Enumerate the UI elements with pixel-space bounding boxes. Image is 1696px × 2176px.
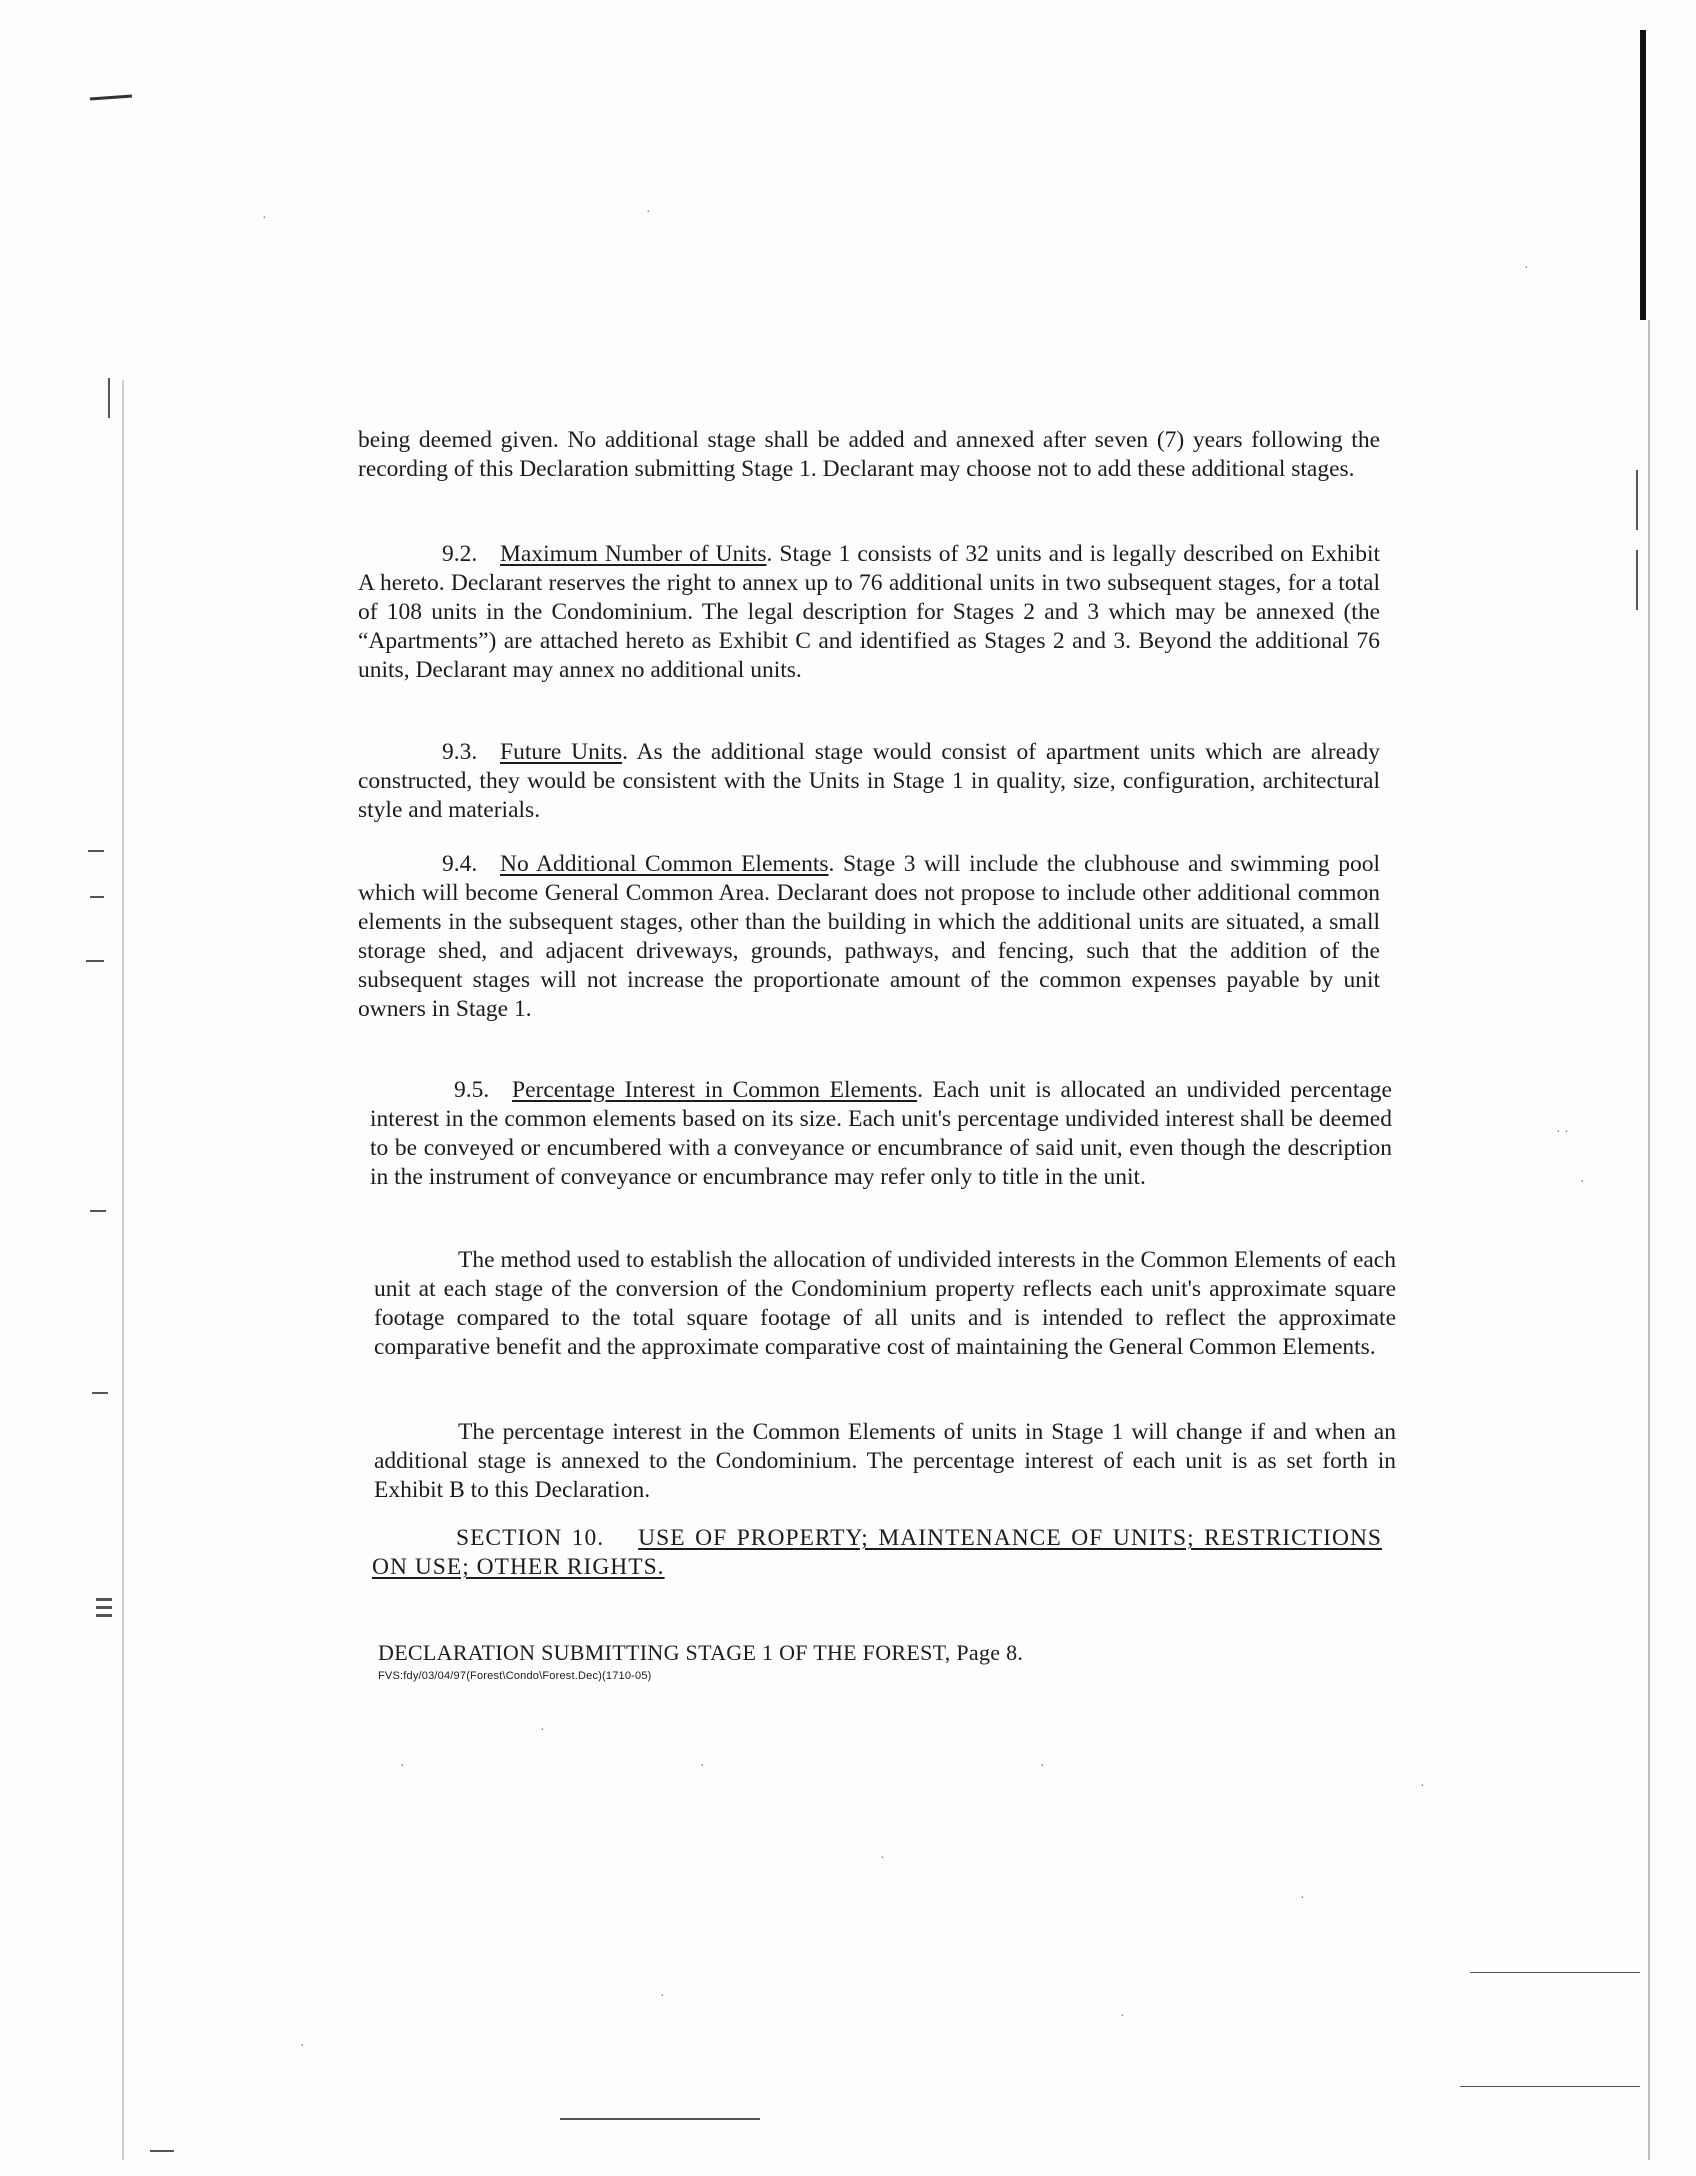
paragraph-text: . Stage 1 consists of 32 units and is legally described on Exhibit A hereto. Declarant reserves the right to annex up to 76 additional units in two subsequent stages, for a total of 108 units in the Condominium. The legal description for Stages 2 and 3 which may be annexed (the “Apartments”) are attached hereto as Exhibit C and identified as Stages 2 and 3. Beyond the additional 76 units, Declarant may annex no additional units. bbox=[358, 541, 1381, 683]
paragraph-text: . Each unit is allocated an undivided percentage interest in the common elements based on its size. Each unit's percentage undivided interest shall be deemed to be conveyed or encumbered with a conveyance or encumbrance of said unit, even though the description in the instrument of conveyance or encumbrance may refer only to title in the unit. bbox=[370, 1077, 1392, 1190]
paragraph-body bbox=[370, 1076, 1392, 1192]
paragraph-body bbox=[358, 738, 1380, 825]
paragraph-body bbox=[358, 540, 1380, 685]
paragraph-text: . As the additional stage would consist of apartment units which are already constructed, they would be consistent with the Units in Stage 1 in quality, size, configuration, architectural style and materials. bbox=[358, 739, 1380, 823]
scan-speck: · bbox=[1300, 1891, 1305, 1906]
section-10-heading bbox=[372, 1524, 1382, 1582]
scan-tick bbox=[96, 1606, 112, 1609]
paragraph-9-2 bbox=[358, 540, 1380, 685]
paragraph-body bbox=[374, 1246, 1396, 1362]
paragraph-9-3 bbox=[358, 738, 1380, 825]
section-number: 9.2. bbox=[442, 541, 478, 567]
scan-line bbox=[1470, 1972, 1640, 1973]
paragraph-heading: Future Units bbox=[500, 739, 623, 765]
section-number: 9.4. bbox=[442, 851, 478, 877]
scan-edge-left bbox=[122, 380, 124, 2160]
scan-speck: · · bbox=[1556, 1125, 1569, 1140]
paragraph-percentage bbox=[374, 1418, 1396, 1505]
scan-tick bbox=[86, 960, 104, 962]
scan-mark bbox=[90, 95, 132, 101]
paragraph-heading: Maximum Number of Units bbox=[500, 541, 767, 567]
paragraph-heading: Percentage Interest in Common Elements bbox=[512, 1077, 918, 1103]
scan-tick bbox=[88, 850, 104, 852]
scan-speck: · bbox=[880, 1851, 885, 1866]
scan-tick bbox=[96, 1614, 112, 1617]
scan-edge-right bbox=[1648, 320, 1650, 2160]
page-footer-code: FVS:fdy/03/04/97(Forest\Condo\Forest.Dec)(1710-05) bbox=[378, 1670, 652, 1682]
paragraph-method bbox=[374, 1246, 1396, 1362]
scan-speck: · bbox=[1120, 2009, 1125, 2024]
paragraph-text: The method used to establish the allocation of undivided interests in the Common Elements of each unit at each stage of the conversion of the Condominium property reflects each unit's approximate square footage compared to the total square footage of all units and is intended to reflect the approximate comparative benefit and the approximate comparative cost of maintaining the General Common Elements. bbox=[374, 1247, 1396, 1360]
scan-tick bbox=[108, 378, 110, 418]
scan-tick bbox=[90, 1210, 106, 1212]
scan-speck: · bbox=[400, 1759, 405, 1774]
scan-tick bbox=[1636, 470, 1638, 530]
scan-speck: · bbox=[1580, 1175, 1585, 1190]
scan-line bbox=[560, 2118, 760, 2120]
scan-speck: · bbox=[262, 211, 267, 226]
section-number: 9.3. bbox=[442, 739, 478, 765]
scan-speck: · bbox=[540, 1723, 545, 1738]
scan-tick bbox=[96, 1598, 112, 1601]
paragraph-text: . Stage 3 will include the clubhouse and swimming pool which will become General Common Area. Declarant does not propose to include other additional common elements in the subsequent stages, other than the building in which the additional units are situated, a small storage shed, and adjacent driveways, grounds, pathways, and fencing, such that the addition of the subsequent stages will not increase the proportionate amount of the common expenses payable by unit owners in Stage 1. bbox=[358, 851, 1380, 1022]
scan-speck: · bbox=[1524, 261, 1529, 276]
scan-speck: · bbox=[646, 205, 651, 220]
scan-speck: · bbox=[700, 1759, 705, 1774]
section-number: 9.5. bbox=[454, 1077, 490, 1103]
paragraph-text: being deemed given. No additional stage shall be added and annexed after seven (7) years following the recording of this Declaration submitting Stage 1. Declarant may choose not to add these additional stages. bbox=[358, 427, 1380, 482]
scan-tick bbox=[1636, 550, 1638, 610]
scan-edge-dark bbox=[1640, 30, 1646, 320]
scan-speck: · bbox=[660, 1989, 665, 2004]
section-title: USE OF PROPERTY; MAINTENANCE OF UNITS; RESTRICTIONS ON USE; OTHER RIGHTS. bbox=[372, 1525, 1382, 1580]
paragraph-9-5 bbox=[370, 1076, 1392, 1192]
scan-speck: · bbox=[1420, 1779, 1425, 1794]
scan-line bbox=[150, 2150, 174, 2152]
page-footer-title: DECLARATION SUBMITTING STAGE 1 OF THE FOREST, Page 8. bbox=[378, 1640, 1024, 1665]
paragraph-body bbox=[374, 1418, 1396, 1505]
scan-speck: · bbox=[1040, 1759, 1045, 1774]
scan-line bbox=[1460, 2086, 1640, 2087]
section-label: SECTION 10. bbox=[456, 1525, 605, 1551]
paragraph-heading: No Additional Common Elements bbox=[500, 851, 829, 877]
paragraph-body bbox=[358, 850, 1380, 1024]
paragraph-text: The percentage interest in the Common Elements of units in Stage 1 will change if and when an additional stage is annexed to the Condominium. The percentage interest of each unit is as set forth in Exhibit B to this Declaration. bbox=[374, 1419, 1396, 1503]
scan-speck: · bbox=[300, 2039, 305, 2054]
scan-tick bbox=[92, 1392, 108, 1394]
paragraph-continuation bbox=[358, 426, 1380, 484]
scan-tick bbox=[90, 896, 104, 898]
paragraph-9-4 bbox=[358, 850, 1380, 1024]
